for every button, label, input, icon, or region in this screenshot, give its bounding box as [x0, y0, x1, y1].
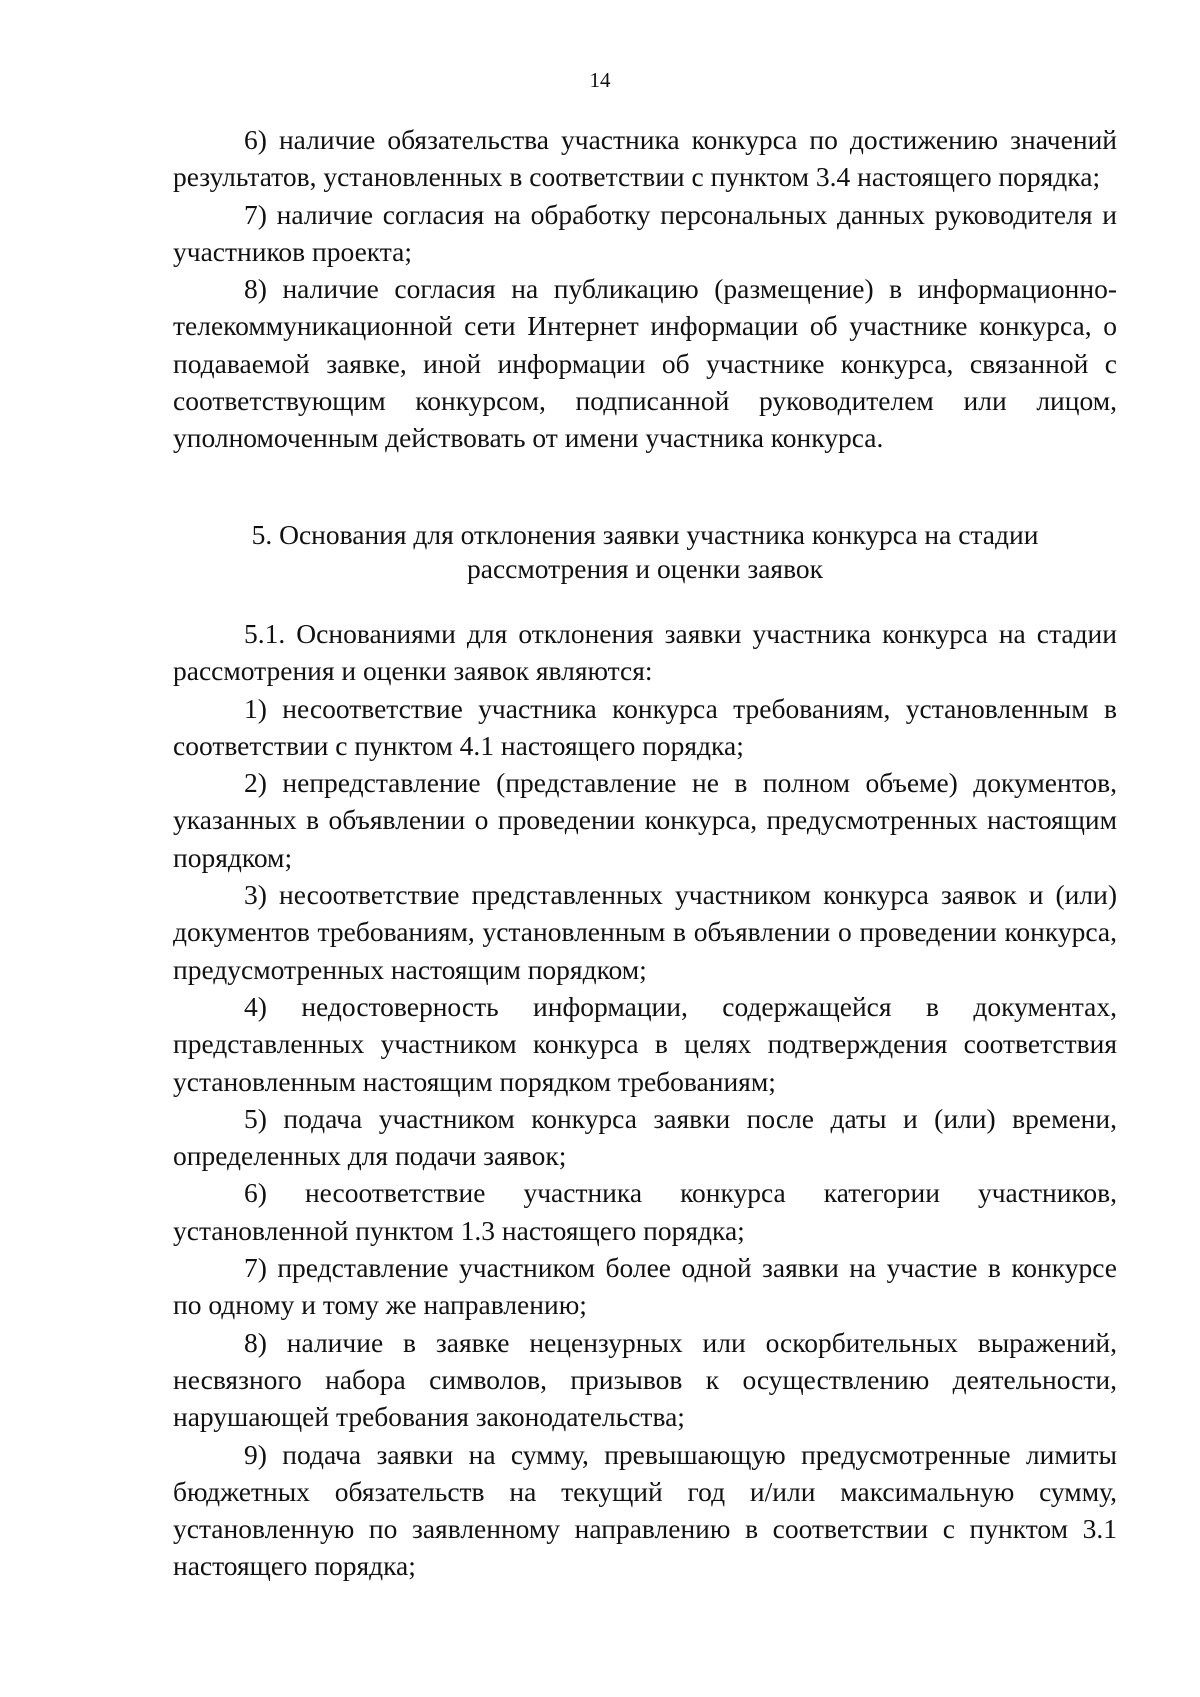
section-heading-line-1: 5. Основания для отклонения заявки участника конкурса на стадии: [251, 519, 1039, 550]
paragraph-5-1-intro: 5.1. Основаниями для отклонения заявки участника конкурса на стадии рассмотрения и оценки заявок являются:: [173, 618, 1117, 687]
paragraph-item-7: 7) наличие согласия на обработку персональных данных руководителя и участников проекта;: [173, 198, 1117, 267]
section-heading-line-2: рассмотрения и оценки заявок: [467, 553, 823, 584]
paragraph-item-6: 6) наличие обязательства участника конкурса по достижению значений результатов, установленных в соответствии с пунктом 3.4 настоящего порядка;: [173, 124, 1117, 193]
list-item-3: 3) несоответствие представленных участником конкурса заявок и (или) документов требованиям, установленным в объявлении о проведении конкурса, предусмотренных настоящим порядком;: [173, 879, 1117, 985]
paragraph-block-rejection-grounds: [173, 615, 1117, 1585]
paragraph-block-requirements: [173, 121, 1117, 457]
paragraph-item-8: 8) наличие согласия на публикацию (размещение) в информационно-телекоммуникационной сети Интернет информации об участнике конкурса, о подаваемой заявке, иной информации об участнике конкурса, связанной с соответствующим конкурсом, подписанной руководителем или лицом, уполномоченным действовать от имени участника конкурса.: [173, 273, 1117, 454]
list-item-1: 1) несоответствие участника конкурса требованиям, установленным в соответствии с пунктом 4.1 настоящего порядка;: [173, 692, 1117, 761]
list-item-4: 4) недостоверность информации, содержащейся в документах, представленных участником конкурса в целях подтверждения соответствия установленным настоящим порядком требованиям;: [173, 990, 1117, 1097]
section-heading: [173, 518, 1117, 586]
list-item-9: 9) подача заявки на сумму, превышающую предусмотренные лимиты бюджетных обязательств на текущий год и/или максимальную сумму, установленную по заявленному направлению в соответствии с пунктом 3.1 настоящего порядка;: [173, 1438, 1117, 1582]
list-item-8: 8) наличие в заявке нецензурных или оскорбительных выражений, несвязного набора символов, призывов к осуществлению деятельности, нарушающей требования законодательства;: [173, 1326, 1117, 1433]
list-item-7: 7) представление участником более одной заявки на участие в конкурсе по одному и тому же направлению;: [173, 1252, 1117, 1321]
list-item-5: 5) подача участником конкурса заявки после даты и (или) времени, определенных для подачи заявок;: [173, 1102, 1117, 1172]
list-item-2: 2) непредставление (представление не в полном объеме) документов, указанных в объявлении о проведении конкурса, предусмотренных настоящим порядком;: [173, 767, 1117, 873]
page-number: 14: [589, 68, 611, 92]
list-item-6: 6) несоответствие участника конкурса категории участников, установленной пунктом 1.3 настоящего порядка;: [173, 1177, 1117, 1246]
